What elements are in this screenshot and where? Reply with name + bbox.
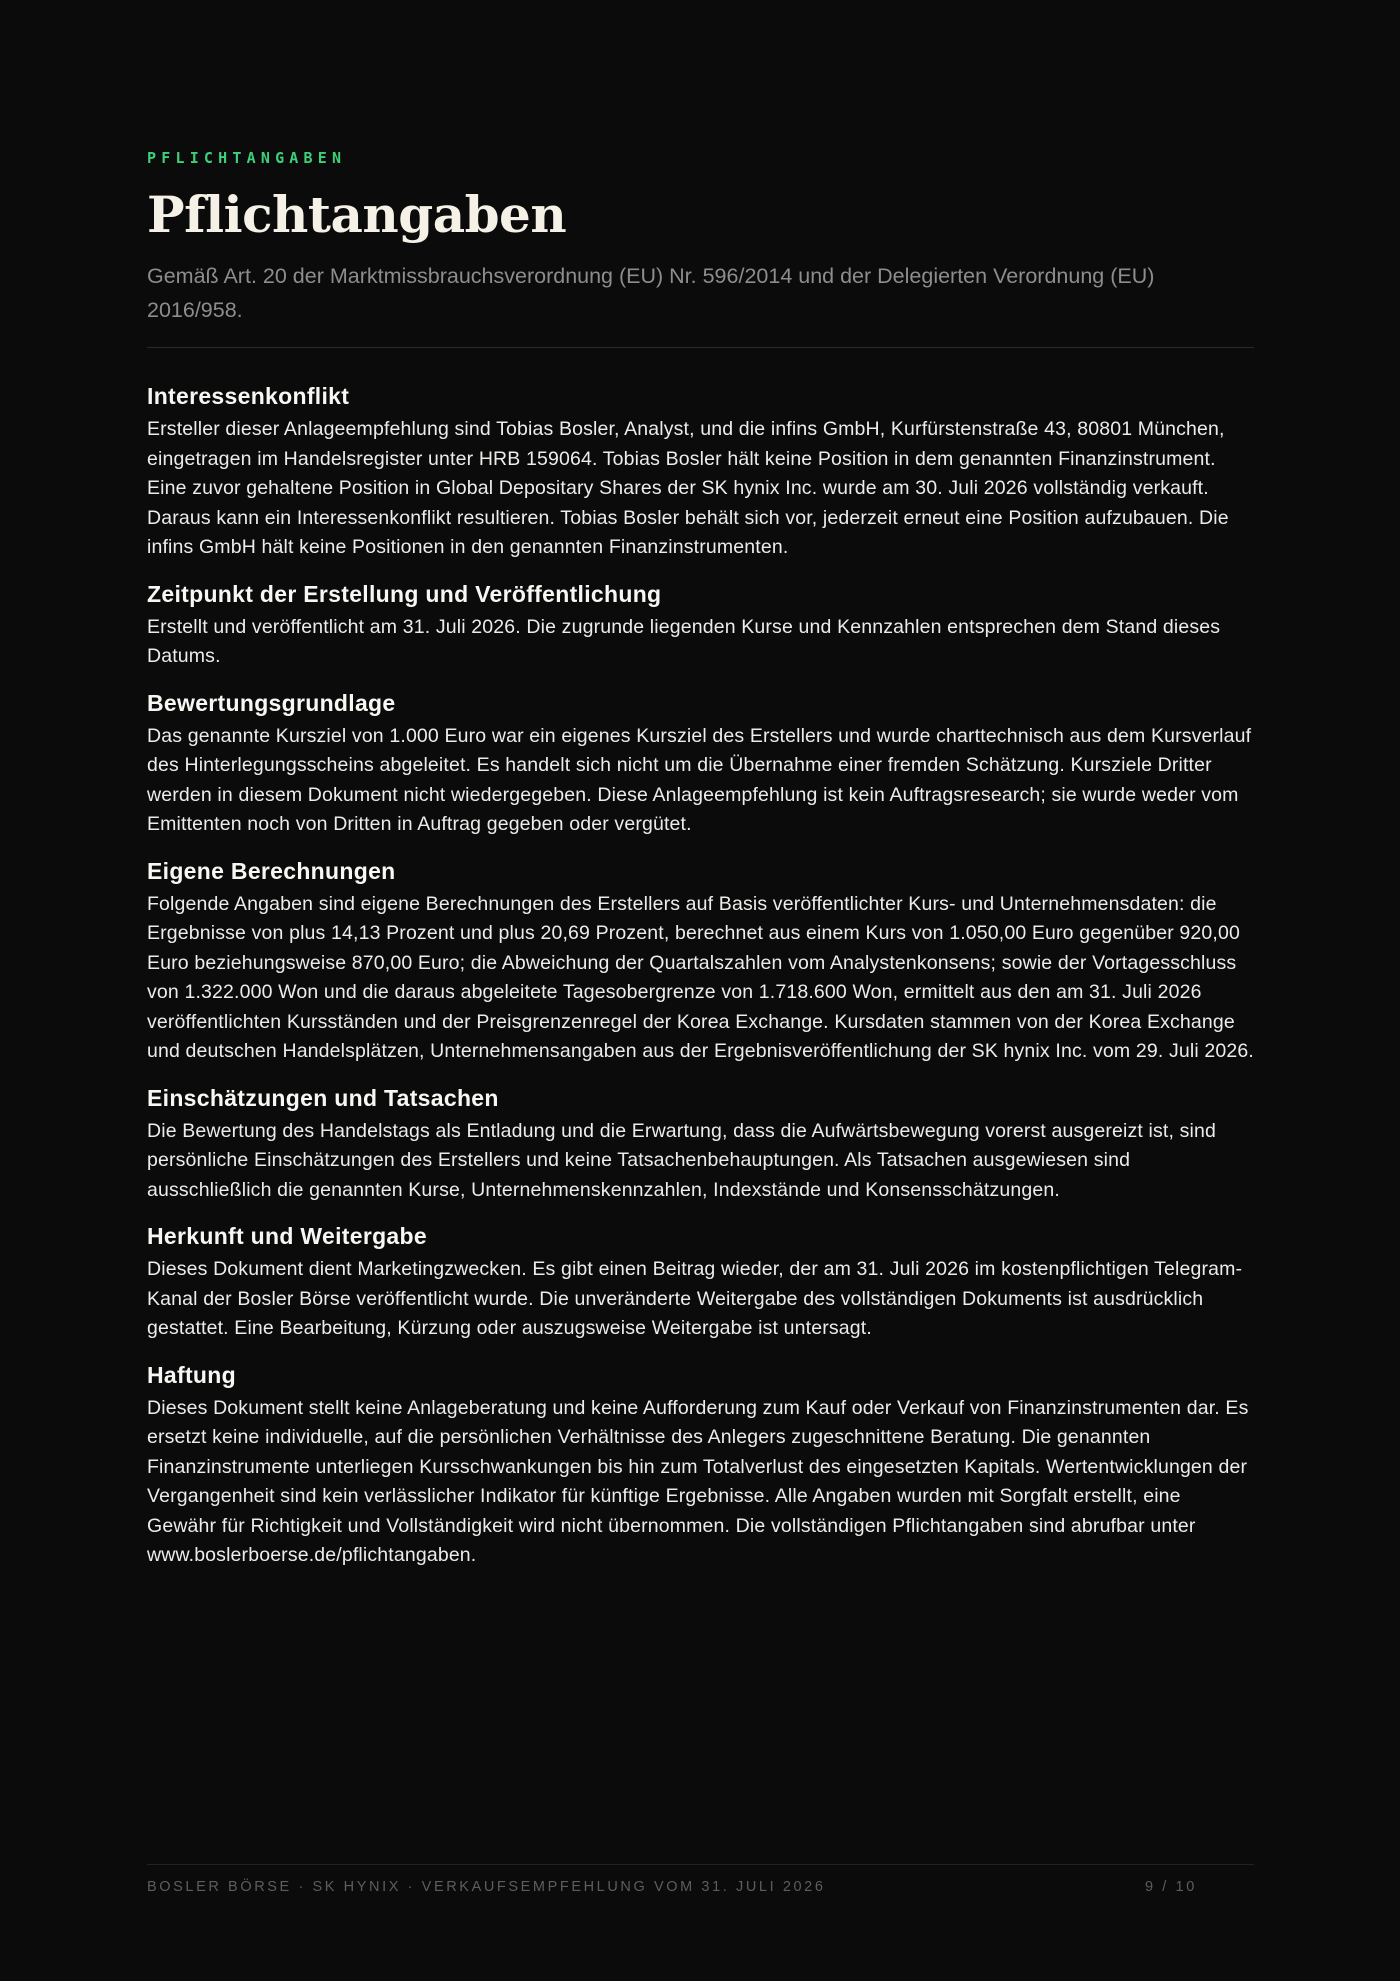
section-body: Dieses Dokument dient Marketingzwecken. Es gibt einen Beitrag wieder, der am 31. Juli 2026 im kostenpflichtigen Telegram-Kanal der Bosler Börse veröffentlicht wurde. Die unveränderte Weitergabe des vollständigen Dokuments ist ausdrücklich gestattet. Eine Bearbeitung, Kürzung oder auszugsweise Weitergabe ist untersagt. (147, 1258, 1243, 1339)
section-heading: Einschätzungen und Tatsachen (147, 1084, 499, 1111)
section-heading: Zeitpunkt der Erstellung und Veröffentlichung (147, 580, 662, 607)
disclosure-sections (147, 380, 1254, 1586)
section-haftung (147, 1359, 1254, 1571)
section-heading: Haftung (147, 1361, 236, 1388)
section-zeitpunkt (147, 578, 1254, 672)
section-einschaetzungen (147, 1082, 1254, 1206)
section-heading: Herkunft und Weitergabe (147, 1223, 427, 1249)
page-number: 9 / 10 (1145, 1879, 1197, 1895)
section-eigene-berechnungen (147, 855, 1254, 1067)
section-heading: Interessenkonflikt (147, 383, 350, 409)
section-interessenkonflikt (147, 380, 1254, 563)
page-title: Pflichtangaben (147, 185, 567, 244)
section-body: Erstellt und veröffentlicht am 31. Juli 2026. Die zugrunde liegenden Kurse und Kennzahlen entsprechen dem Stand dieses Datums. (147, 615, 1221, 667)
document-page (147, 0, 1254, 1981)
section-heading: Eigene Berechnungen (147, 857, 396, 884)
section-eyebrow: PFLICHTANGABEN (147, 149, 347, 167)
page-subtitle: Gemäß Art. 20 der Marktmissbrauchsverordnung (EU) Nr. 596/2014 und der Delegierten Verordnung (EU) 2016/958. (147, 264, 1155, 322)
section-body: Das genannte Kursziel von 1.000 Euro war ein eigenes Kursziel des Erstellers und wurde charttechnisch aus dem Kursverlauf des Hinterlegungsscheins abgeleitet. Es handelt sich nicht um die Übernahme einer fremden Schätzung. Kursziele Dritter werden in diesem Dokument nicht wiedergegeben. Diese Anlageempfehlung ist kein Auftragsresearch; sie wurde weder vom Emittenten noch von Dritten in Auftrag gegeben oder vergütet. (147, 724, 1252, 835)
section-heading: Bewertungsgrundlage (147, 689, 396, 716)
section-body: Die Bewertung des Handelstags als Entladung und die Erwartung, dass die Aufwärtsbewegung vorerst ausgereizt ist, sind persönliche Einschätzungen des Erstellers und keine Tatsachenbehauptungen. Als Tatsachen ausgewiesen sind ausschließlich die genannten Kurse, Unternehmenskennzahlen, Indexstände und Konsensschätzungen. (147, 1119, 1216, 1201)
section-body: Folgende Angaben sind eigene Berechnungen des Erstellers auf Basis veröffentlichter Kurs- und Unternehmensdaten: die Ergebnisse von plus 14,13 Prozent und plus 20,69 Prozent, berechnet aus einem Kurs von 1.050,00 Euro gegenüber 920,00 Euro beziehungsweise 870,00 Euro; die Abweichung der Quartalszahlen vom Analystenkonsens; sowie der Vortagesschluss von 1.322.000 Won und die daraus abgeleitete Tagesobergrenze von 1.718.600 Won, ermittelt aus den am 31. Juli 2026 veröffentlichten Kursständen und der Preisgrenzenregel der Korea Exchange. Kursdaten stammen von der Korea Exchange und deutschen Handelsplätzen, Unternehmensangaben aus der Ergebnisveröffentlichung der SK hynix Inc. vom 29. Juli 2026. (147, 892, 1254, 1062)
section-body: Ersteller dieser Anlageempfehlung sind Tobias Bosler, Analyst, und die infins GmbH, Kurfürstenstraße 43, 80801 München, eingetragen im Handelsregister unter HRB 159064. Tobias Bosler hält keine Position in dem genannten Finanzinstrument. Eine zuvor gehaltene Position in Global Depositary Shares der SK hynix Inc. wurde am 30. Juli 2026 vollständig verkauft. Daraus kann ein Interessenkonflikt resultieren. Tobias Bosler behält sich vor, jederzeit erneut eine Position aufzubauen. Die infins GmbH hält keine Positionen in den genannten Finanzinstrumenten. (147, 418, 1229, 558)
section-body: Dieses Dokument stellt keine Anlageberatung und keine Aufforderung zum Kauf oder Verkauf von Finanzinstrumenten dar. Es ersetzt keine individuelle, auf die persönlichen Verhältnisse des Anlegers zugeschnittene Beratung. Die genannten Finanzinstrumente unterliegen Kursschwankungen bis hin zum Totalverlust des eingesetzten Kapitals. Wertentwicklungen der Vergangenheit sind kein verlässlicher Indikator für künftige Ergebnisse. Alle Angaben wurden mit Sorgfalt erstellt, eine Gewähr für Richtigkeit und Vollständigkeit wird nicht übernommen. Die vollständigen Pflichtangaben sind abrufbar unter www.boslerboerse.de/pflichtangaben. (147, 1396, 1249, 1566)
header-divider (147, 347, 1254, 348)
footer-document-info: BOSLER BÖRSE · SK HYNIX · VERKAUFSEMPFEHLUNG VOM 31. JULI 2026 (147, 1879, 826, 1895)
section-bewertungsgrundlage (147, 687, 1254, 840)
footer-divider (147, 1864, 1254, 1865)
section-herkunft (147, 1220, 1254, 1344)
